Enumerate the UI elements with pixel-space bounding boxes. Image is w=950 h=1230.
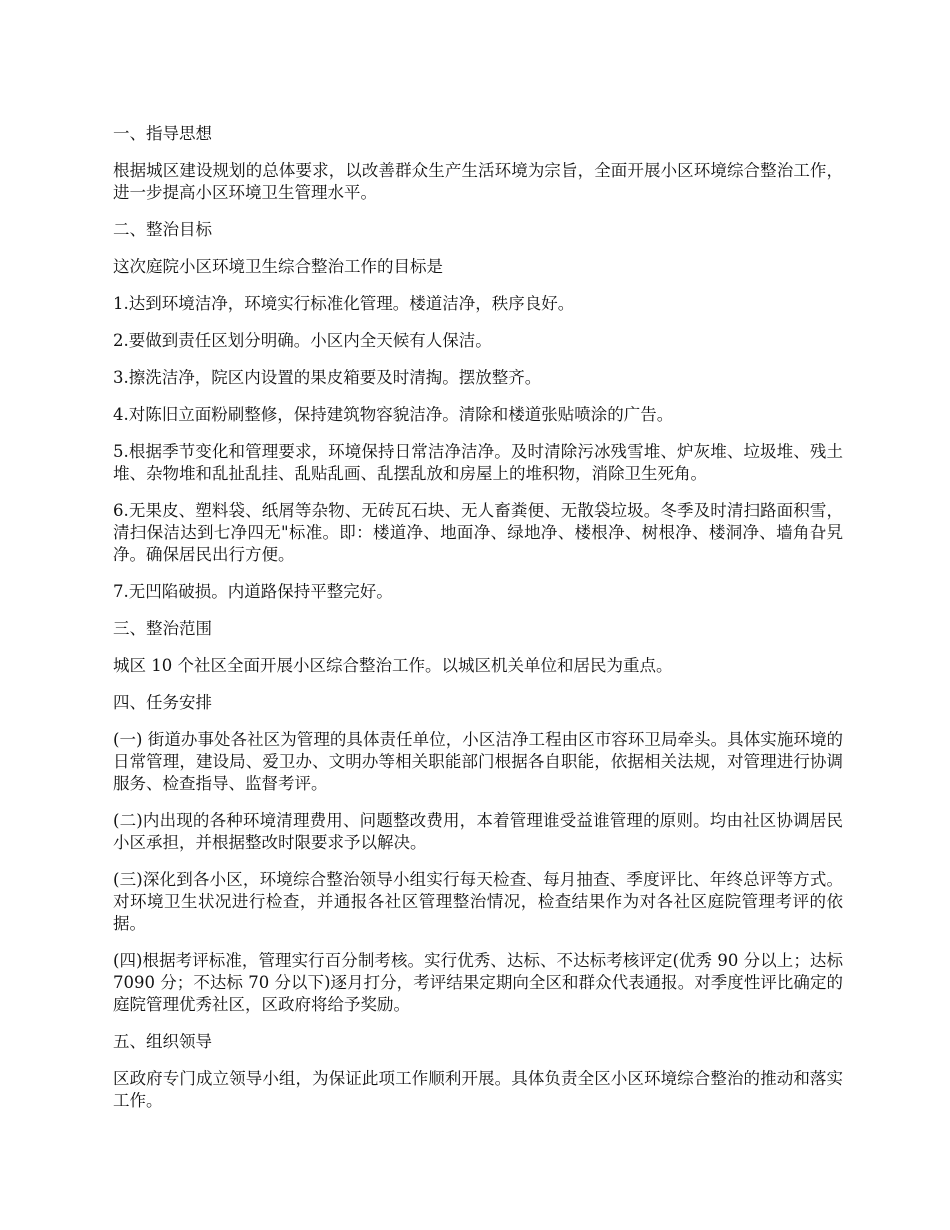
list-item: 2.要做到责任区划分明确。小区内全天候有人保洁。	[113, 331, 492, 350]
paragraph: 这次庭院小区环境卫生综合整治工作的目标是	[113, 257, 443, 276]
heading-leadership: 五、组织领导	[113, 1032, 212, 1051]
paragraph: 区政府专门成立领导小组，为保证此项工作顺利开展。具体负责全区小区环境综合整治的推动和落实工作。	[113, 1069, 843, 1110]
paragraph: 城区 10 个社区全面开展小区综合整治工作。以城区机关单位和居民为重点。	[113, 656, 673, 675]
list-item: 7.无凹陷破损。内道路保持平整完好。	[113, 582, 393, 601]
heading-scope: 三、整治范围	[113, 619, 212, 638]
heading-guiding-ideology: 一、指导思想	[113, 124, 212, 143]
heading-tasks: 四、任务安排	[113, 693, 212, 712]
task-item: (一) 街道办事处各社区为管理的具体责任单位，小区洁净工程由区市容环卫局牵头。具体实施环境的日常管理，建设局、爱卫办、文明办等相关职能部门根据各自职能，依据相关法规，对管理进行协调服务、检查指导、监督考评。	[113, 730, 843, 793]
task-item: (二)内出现的各种环境清理费用、问题整改费用，本着管理谁受益谁管理的原则。均由社区协调居民小区承担，并根据整改时限要求予以解决。	[113, 811, 843, 852]
document-body	[113, 123, 843, 1127]
task-item: (四)根据考评标准，管理实行百分制考核。实行优秀、达标、不达标考核评定(优秀 90 分以上；达标 7090 分；不达标 70 分以下)逐月打分，考评结果定期向全区和群众代表通报。对季度性评比确定的庭院管理优秀社区，区政府将给予奖励。	[113, 951, 843, 1014]
heading-goals: 二、整治目标	[113, 220, 212, 239]
list-item: 1.达到环境洁净，环境实行标准化管理。楼道洁净，秩序良好。	[113, 294, 575, 313]
list-item: 4.对陈旧立面粉刷整修，保持建筑物容貌洁净。清除和楼道张贴喷涂的广告。	[113, 405, 674, 424]
list-item: 3.擦洗洁净，院区内设置的果皮箱要及时清掏。摆放整齐。	[113, 368, 542, 387]
task-item: (三)深化到各小区，环境综合整治领导小组实行每天检查、每月抽查、季度评比、年终总评等方式。对环境卫生状况进行检查，并通报各社区管理整治情况，检查结果作为对各社区庭院管理考评的依据。	[113, 870, 843, 933]
paragraph: 根据城区建设规划的总体要求，以改善群众生产生活环境为宗旨，全面开展小区环境综合整治工作，进一步提高小区环境卫生管理水平。	[113, 161, 843, 202]
list-item: 5.根据季节变化和管理要求，环境保持日常洁净洁净。及时清除污冰残雪堆、炉灰堆、垃圾堆、残土堆、杂物堆和乱扯乱挂、乱贴乱画、乱摆乱放和房屋上的堆积物，消除卫生死角。	[113, 442, 843, 483]
list-item: 6.无果皮、塑料袋、纸屑等杂物、无砖瓦石块、无人畜粪便、无散袋垃圾。冬季及时清扫路面积雪，清扫保洁达到七净四无"标准。即：楼道净、地面净、绿地净、楼根净、树根净、楼洞净、墙角旮旯净。确保居民出行方便。	[113, 501, 843, 564]
